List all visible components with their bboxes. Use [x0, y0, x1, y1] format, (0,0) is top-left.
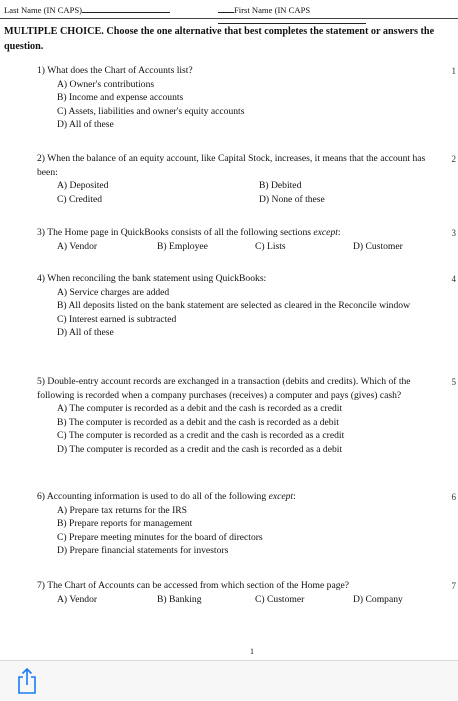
answer-option: A) The computer is recorded as a debit and the cash is recorded as a credit: [57, 403, 343, 415]
last-name-label: Last Name (IN CAPS): [4, 5, 83, 15]
question-stem: 7) The Chart of Accounts can be accessed from which section of the Home page?: [37, 580, 350, 591]
answer-option: A) Vendor: [57, 240, 98, 252]
page-number: 1: [250, 647, 254, 656]
answer-row: [37, 193, 437, 207]
answer-option: B) Prepare reports for management: [57, 518, 193, 530]
question-stem: [37, 226, 437, 240]
question-stem: 4) When reconciling the bank statement using QuickBooks:: [37, 273, 267, 284]
share-icon: [14, 667, 40, 695]
answer-option: D) The computer is recorded as a credit and the cash is recorded as a debit: [57, 443, 343, 455]
question-stem-end: :: [337, 227, 341, 238]
first-name-blank: [218, 15, 366, 24]
answer-option: A) Owner's contributions: [57, 78, 155, 90]
answer-option: C) Customer: [255, 593, 305, 605]
answer-option: C) Interest earned is subtracted: [57, 313, 177, 325]
question-stem-text: 6) Accounting information is used to do all of the following: [37, 491, 269, 502]
answer-option: D) Company: [353, 593, 403, 605]
answer-option: D) None of these: [259, 193, 325, 205]
question-stem-end: :: [293, 491, 296, 502]
question-stem: 5) Double-entry account records are exchanged in a transaction (debits and credits). Which of the following is recorded when a company purchases (receives) a computer and pays (gives) cash?: [37, 376, 411, 401]
question-number-marker: 3: [451, 228, 456, 238]
question-6: [37, 490, 437, 558]
answer-row: [37, 593, 437, 607]
answer-option: A) Prepare tax returns for the IRS: [57, 504, 188, 516]
answer-option: D) All of these: [57, 327, 114, 339]
answer-option: C) Credited: [57, 193, 103, 205]
question-number-marker: 1: [451, 66, 456, 76]
question-number-marker: 7: [451, 581, 456, 591]
answer-option: B) Income and expense accounts: [57, 92, 184, 104]
question-number-marker: 4: [451, 274, 456, 284]
question-number-marker: 5: [451, 377, 456, 387]
question-stem-emphasis: except: [313, 227, 338, 238]
question-stem: [37, 490, 437, 504]
last-name-field: [4, 4, 170, 15]
question-2: [37, 152, 437, 206]
answer-option: D) Customer: [353, 240, 403, 252]
question-number-marker: 2: [451, 154, 456, 164]
answer-option: C) Assets, liabilities and owner's equity accounts: [57, 105, 245, 117]
question-3: [37, 226, 437, 253]
question-stem-emphasis: except: [268, 491, 294, 502]
answer-option: C) The computer is recorded as a credit and the cash is recorded as a credit: [57, 430, 345, 442]
answer-option: B) Debited: [259, 180, 302, 192]
question-4: [37, 272, 437, 340]
last-name-blank: [82, 4, 170, 13]
answer-option: B) All deposits listed on the bank statement are selected as cleared in the Reconcile window: [57, 300, 410, 312]
question-stem: 1) What does the Chart of Accounts list?: [37, 65, 193, 76]
question-stem-text: 3) The Home page in QuickBooks consists of all the following sections: [37, 227, 314, 238]
question-stem: 2) When the balance of an equity account, like Capital Stock, increases, it means that the account has been:: [37, 153, 426, 178]
question-7: [37, 579, 437, 606]
section-instructions: MULTIPLE CHOICE. Choose the one alternative that best completes the statement or answers the question.: [4, 26, 435, 52]
first-name-field: [218, 4, 458, 26]
answer-option: B) The computer is recorded as a debit and the cash is recorded as a debit: [57, 416, 339, 428]
header-divider: [0, 18, 458, 19]
question-1: [37, 64, 437, 132]
answer-option: D) All of these: [57, 119, 114, 131]
answer-option: C) Prepare meeting minutes for the board of directors: [57, 531, 263, 543]
answer-option: A) Vendor: [57, 593, 98, 605]
first-name-label: First Name (IN CAPS: [234, 5, 311, 15]
answer-option: B) Banking: [157, 593, 202, 605]
answer-option: B) Employee: [157, 240, 208, 252]
share-button[interactable]: [14, 667, 40, 695]
answer-option: A) Service charges are added: [57, 286, 170, 298]
answer-option: A) Deposited: [57, 180, 109, 192]
answer-row: [37, 240, 437, 254]
answer-option: C) Lists: [255, 240, 286, 252]
question-5: [37, 375, 437, 457]
first-name-blank-lead: [218, 4, 234, 13]
bottom-toolbar: [0, 660, 458, 701]
question-number-marker: 6: [451, 492, 456, 502]
answer-option: D) Prepare financial statements for investors: [57, 545, 229, 557]
answer-row: [37, 179, 437, 193]
